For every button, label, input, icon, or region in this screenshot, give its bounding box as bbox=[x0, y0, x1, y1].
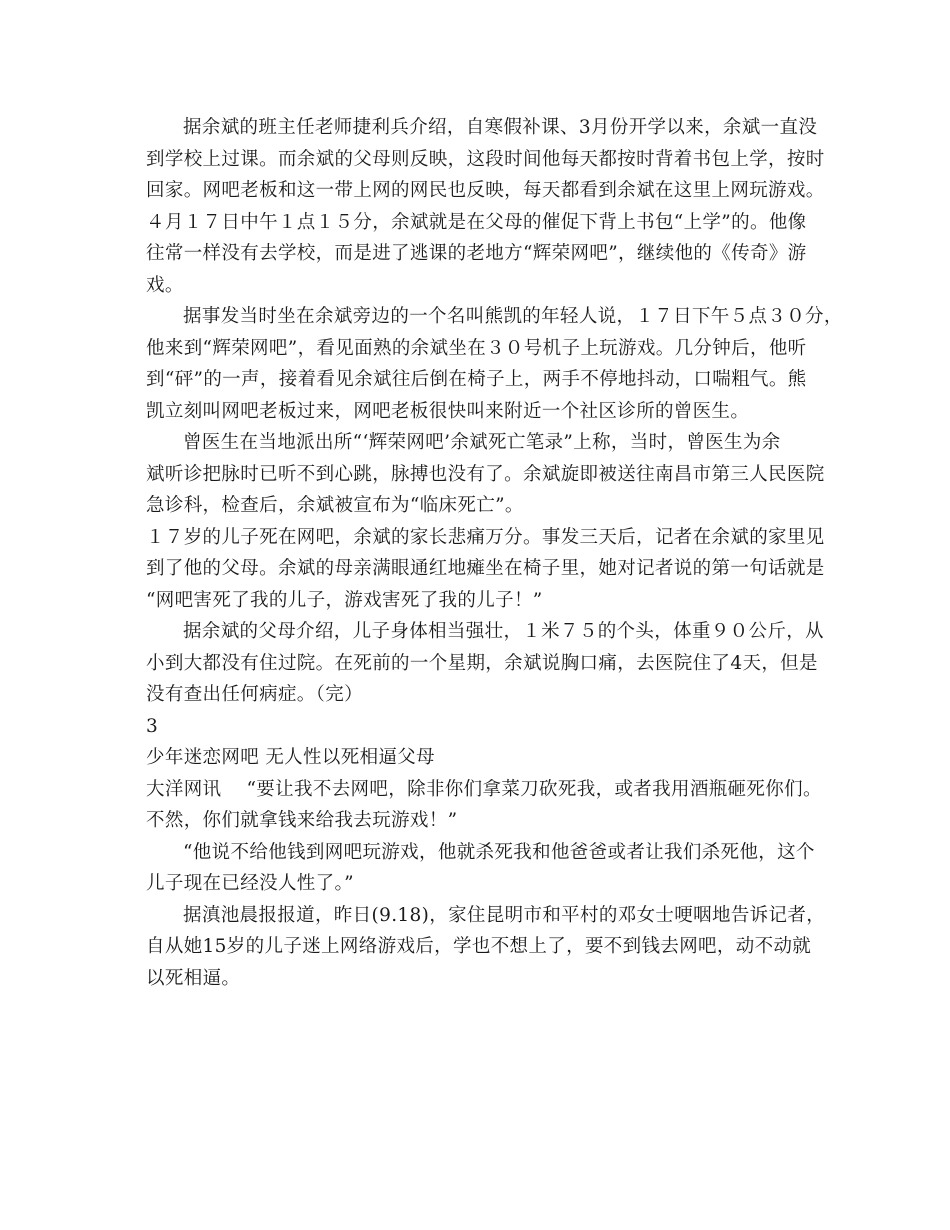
text-line: 据滇池晨报报道，昨日(9.18)，家住昆明市和平村的邓女士哽咽地告诉记者， bbox=[183, 904, 826, 926]
text-line: 据余斌的班主任老师捷利兵介绍，自寒假补课、3月份开学以来，余斌一直没 bbox=[183, 117, 818, 138]
text-line: 到了他的父母。余斌的母亲满眼通红地瘫坐在椅子里，她对记者说的第一句话就是 bbox=[146, 558, 825, 579]
text-line: 戏。 bbox=[146, 274, 184, 296]
text-line: 回家。网吧老板和这一带上网的网民也反映，每天都看到余斌在这里上网玩游戏。 bbox=[146, 180, 825, 201]
text-line: 自从她15岁的儿子迷上网络游戏后，学也不想上了，要不到钱去网吧，动不动就 bbox=[146, 936, 812, 957]
text-line: 不然，你们就拿钱来给我去玩游戏！” bbox=[146, 810, 458, 831]
text-line: １７岁的儿子死在网吧，余斌的家长悲痛万分。事发三天后，记者在余斌的家里见 bbox=[146, 526, 825, 548]
text-line: 没有查出任何病症。（完） bbox=[146, 684, 363, 705]
text-line: 凯立刻叫网吧老板过来，网吧老板很快叫来附近一个社区诊所的曾医生。 bbox=[146, 400, 750, 422]
text-line: ４月１７日中午１点１５分，余斌就是在父母的催促下背上书包“上学”的。他像 bbox=[146, 211, 807, 233]
text-line: “他说不给他钱到网吧玩游戏，他就杀死我和他爸爸或者让我们杀死他，这个 bbox=[183, 841, 815, 863]
text-line: 急诊科，检查后，余斌被宣布为“临床死亡”。 bbox=[146, 495, 524, 516]
text-line: 以死相逼。 bbox=[146, 967, 241, 989]
text-line: 往常一样没有去学校，而是进了逃课的老地方“辉荣网吧”，继续他的《传奇》游 bbox=[146, 243, 807, 264]
text-line: 斌听诊把脉时已听不到心跳，脉搏也没有了。余斌旋即被送往南昌市第三人民医院 bbox=[146, 463, 825, 485]
text-line: “网吧害死了我的儿子，游戏害死了我的儿子！” bbox=[146, 589, 543, 611]
text-line: 曾医生在当地派出所“‘辉荣网吧’余斌死亡笔录”上称，当时，曾医生为余 bbox=[183, 432, 781, 453]
text-line: 小到大都没有住过院。在死前的一个星期，余斌说胸口痛，去医院住了4天，但是 bbox=[146, 652, 818, 674]
text-line: 大洋网讯 “要让我不去网吧，除非你们拿菜刀砍死我，或者我用酒瓶砸死你们。 bbox=[146, 778, 822, 800]
text-line: 儿子现在已经没人性了。” bbox=[146, 873, 354, 894]
text-line: 他来到“辉荣网吧”，看见面熟的余斌坐在３０号机子上玩游戏。几分钟后，他听 bbox=[146, 337, 807, 359]
article-title: 少年迷恋网吧 无人性以死相逼父母 bbox=[146, 747, 435, 768]
text-line: 据事发当时坐在余斌旁边的一个名叫熊凯的年轻人说，１７日下午５点３０分， bbox=[183, 306, 843, 327]
text-line: 到学校上过课。而余斌的父母则反映，这段时间他每天都按时背着书包上学，按时 bbox=[146, 148, 825, 170]
text-line: 到“砰”的一声，接着看见余斌往后倒在椅子上，两手不停地抖动，口喘粗气。熊 bbox=[146, 369, 807, 390]
text-line: 据余斌的父母介绍，儿子身体相当强壮，１米７５的个头，体重９０公斤，从 bbox=[183, 621, 824, 642]
document-page bbox=[146, 112, 843, 994]
section-number: 3 bbox=[146, 715, 159, 737]
